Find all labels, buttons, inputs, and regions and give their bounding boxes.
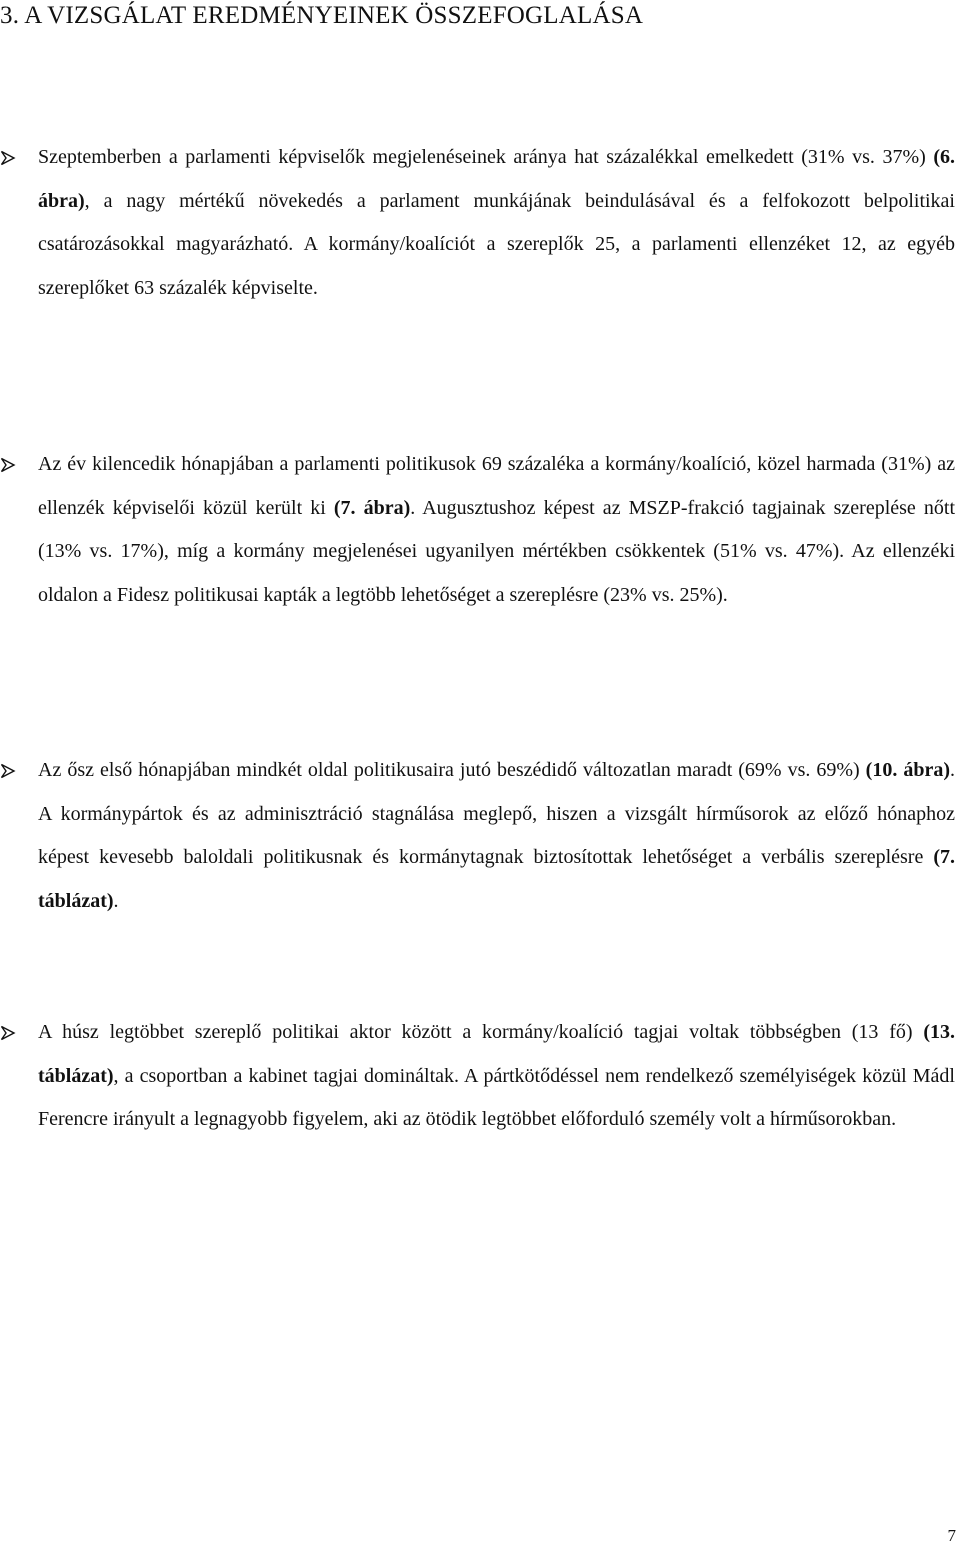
table-reference: (7. táblázat) <box>38 846 955 912</box>
section-heading: 3. A VIZSGÁLAT EREDMÉNYEINEK ÖSSZEFOGLALÁSA <box>0 2 644 29</box>
summary-bullet-3 <box>0 749 955 923</box>
figure-reference: (10. ábra) <box>865 759 950 781</box>
summary-bullet-1 <box>0 136 955 310</box>
arrowhead-bullet-icon <box>0 763 16 779</box>
figure-reference: (7. ábra) <box>333 496 411 519</box>
table-reference: (13. táblázat) <box>38 1021 955 1087</box>
summary-bullet-2 <box>0 443 955 617</box>
page-number: 7 <box>947 1526 956 1545</box>
summary-bullet-4 <box>0 1011 955 1142</box>
arrowhead-bullet-icon <box>0 457 16 473</box>
summary-paragraph: Szeptemberben a parlamenti képviselők megjelenéseinek aránya hat százalékkal emelkedett (31% vs. 37%) (6. ábra), a nagy mértékű növekedés a parlament munkájának beindulásával és a felfokozott belpolitikai csatározásokkal magyarázható. A kormány/koalíciót a szereplők 25, a parlamenti ellenzéket 12, az egyéb szereplőket 63 százalék képviselte. <box>38 146 955 299</box>
summary-paragraph: Az év kilencedik hónapjában a parlamenti politikusok 69 százaléka a kormány/koalíció, közel harmada (31%) az ellenzék képviselői közül került ki (7. ábra). Augusztushoz képest az MSZP-frakció tagjainak szereplése nőtt (13% vs. 17%), míg a kormány megjelenései ugyanilyen mértékben csökkentek (51% vs. 47%). Az ellenzéki oldalon a Fidesz politikusai kapták a legtöbb lehetőséget a szereplésre (23% vs. 25%). <box>38 453 955 606</box>
summary-paragraph: A húsz legtöbbet szereplő politikai aktor között a kormány/koalíció tagjai voltak többségben (13 fő) (13. táblázat), a csoportban a kabinet tagjai domináltak. A pártkötődéssel nem rendelkező személyiségek közül Mádl Ferencre irányult a legnagyobb figyelem, aki az ötödik legtöbbet előforduló személy volt a hírműsorokban. <box>38 1021 955 1131</box>
figure-reference: (6. ábra) <box>38 146 955 212</box>
arrowhead-bullet-icon <box>0 1025 16 1041</box>
arrowhead-bullet-icon <box>0 150 16 166</box>
summary-paragraph: Az ősz első hónapjában mindkét oldal politikusaira jutó beszédidő változatlan maradt (69% vs. 69%) (10. ábra). A kormánypártok és az adminisztráció stagnálása meglepő, hiszen a vizsgált hírműsorok az előző hónaphoz képest kevesebb baloldali politikusnak és kormánytagnak biztosítottak lehetőséget a verbális szereplésre (7. táblázat). <box>38 759 955 912</box>
